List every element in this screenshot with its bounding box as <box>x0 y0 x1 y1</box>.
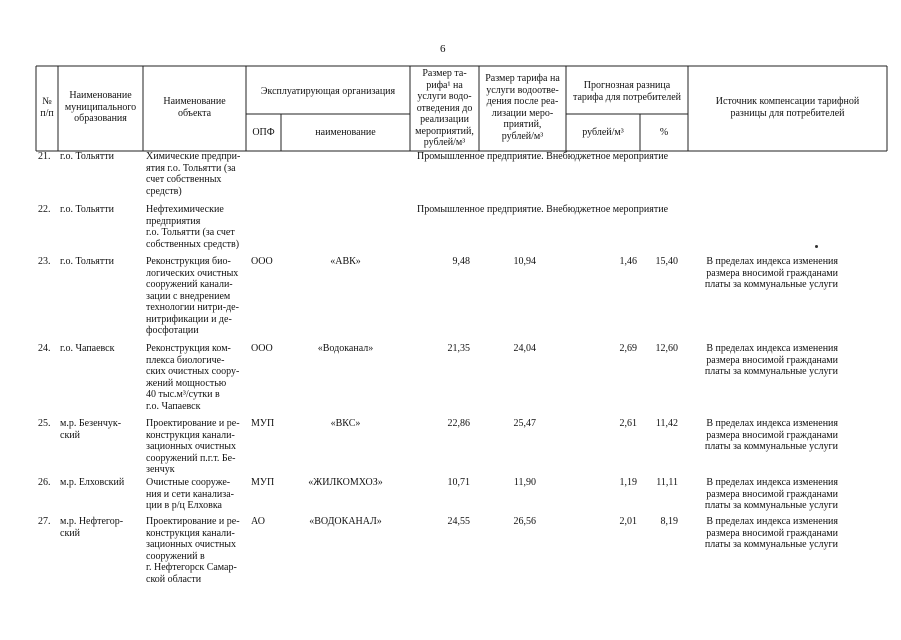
row-object: Очистные сооруже- ния и сети канализа- ции в р/ц Елховка <box>146 477 234 511</box>
row-diff-rub: 2,01 <box>619 516 637 527</box>
header-diff-pct: % <box>659 127 669 138</box>
row-opf: МУП <box>251 418 275 429</box>
row-municipality: г.о. Чапаевск <box>60 343 115 354</box>
row-name: «АВК» <box>330 256 361 267</box>
row-tariff-after: 25,47 <box>513 418 536 429</box>
row-diff-pct: 8,19 <box>660 516 678 527</box>
row-municipality: м.р. Нефтегор- ский <box>60 516 124 539</box>
row-object: Химические предпри- ятия г.о. Тольятти (за счет собственных средств) <box>146 151 241 197</box>
row-tariff-after: 24,04 <box>513 343 536 354</box>
row-source: В пределах индекса изменения размера вносимой гражданами платы за коммунальные услуги <box>704 256 838 290</box>
row-object: Проектирование и ре- конструкция канали- зационных очистных сооружений п.г.т. Бе- зенчук <box>146 418 240 475</box>
row-municipality: г.о. Тольятти <box>60 204 114 215</box>
row-tariff-after: 26,56 <box>513 516 536 527</box>
header-forecast-diff: Прогнозная разница тарифа для потребителей <box>572 80 682 103</box>
row-diff-pct: 11,42 <box>655 418 678 429</box>
row-source: В пределах индекса изменения размера вносимой гражданами платы за коммунальные услуги <box>704 516 838 550</box>
row-tariff-before: 21,35 <box>447 343 470 354</box>
row-source: В пределах индекса изменения размера вносимой гражданами платы за коммунальные услуги <box>704 477 838 511</box>
row-diff-rub: 2,61 <box>619 418 637 429</box>
row-num: 27. <box>38 516 51 527</box>
row-name: «ВОДОКАНАЛ» <box>309 516 382 527</box>
row-tariff-after: 10,94 <box>513 256 536 267</box>
row-object: Реконструкция ком- плекса биологиче- ских очистных соору- жений мощностью 40 тыс.м³/сутки в г.о. Чапаевск <box>146 343 240 412</box>
header-tariff-after: Размер тарифа на услуги водоотве- дения после реа- лизации меро- приятий, рублей/м³ <box>485 73 560 142</box>
row-source: В пределах индекса изменения размера вносимой гражданами платы за коммунальные услуги <box>704 418 838 452</box>
row-opf: ООО <box>251 256 273 267</box>
header-source: Источник компенсации тарифной разницы для потребителей <box>715 96 860 119</box>
row-municipality: м.р. Елховский <box>60 477 125 488</box>
row-municipality: г.о. Тольятти <box>60 151 114 162</box>
row-tariff-before: 9,48 <box>452 256 470 267</box>
row-tariff-before: 24,55 <box>447 516 470 527</box>
row-municipality: м.р. Безенчук- ский <box>60 418 122 441</box>
row-num: 22. <box>38 204 51 215</box>
row-object: Реконструкция био- логических очистных сооружений канали- зации с внедрением технологии нитри-де- нитрификации и де- фосфотации <box>146 256 239 336</box>
row-num: 26. <box>38 477 51 488</box>
row-diff-pct: 15,40 <box>655 256 678 267</box>
row-num: 25. <box>38 418 51 429</box>
row-diff-rub: 2,69 <box>619 343 637 354</box>
header-num: № п/п <box>40 96 54 119</box>
row-diff-rub: 1,46 <box>619 256 637 267</box>
row-object: Нефтехимические предприятия г.о. Тольятти (за счет собственных средств) <box>146 204 240 250</box>
row-tariff-after: 11,90 <box>513 477 536 488</box>
page-number: 6 <box>440 43 446 55</box>
row-tariff-before: 22,86 <box>447 418 470 429</box>
header-operator: Эксплуатирующая организация <box>260 86 396 97</box>
row-opf: ООО <box>251 343 273 354</box>
header-municipality: Наименование муниципального образования <box>64 90 137 124</box>
row-name: «ВКС» <box>330 418 361 429</box>
row-name: «ЖИЛКОМХОЗ» <box>308 477 383 488</box>
header-opf: ОПФ <box>252 127 275 138</box>
header-tariff-before: Размер та- рифа¹ на услуги водо- отведения до реализации мероприятий, рублей/м³ <box>415 68 474 148</box>
row-opf: АО <box>251 516 265 527</box>
row-tariff-before: 10,71 <box>447 477 470 488</box>
row-note: Промышленное предприятие. Внебюджетное мероприятие <box>417 204 669 215</box>
scan-speck <box>815 245 818 248</box>
row-source: В пределах индекса изменения размера вносимой гражданами платы за коммунальные услуги <box>704 343 838 377</box>
row-diff-rub: 1,19 <box>619 477 637 488</box>
row-diff-pct: 12,60 <box>655 343 678 354</box>
row-num: 23. <box>38 256 51 267</box>
row-num: 24. <box>38 343 51 354</box>
row-name: «Водоканал» <box>317 343 374 354</box>
header-name: наименование <box>315 127 376 138</box>
header-object: Наименование объекта <box>163 96 226 119</box>
row-object: Проектирование и ре- конструкция канали- зационных очистных сооружений в г. Нефтегорск Самар- ской области <box>146 516 240 585</box>
row-num: 21. <box>38 151 51 162</box>
row-municipality: г.о. Тольятти <box>60 256 114 267</box>
row-note: Промышленное предприятие. Внебюджетное мероприятие <box>417 151 669 162</box>
row-diff-pct: 11,11 <box>656 477 678 488</box>
header-diff-rub: рублей/м³ <box>582 127 624 138</box>
row-opf: МУП <box>251 477 275 488</box>
